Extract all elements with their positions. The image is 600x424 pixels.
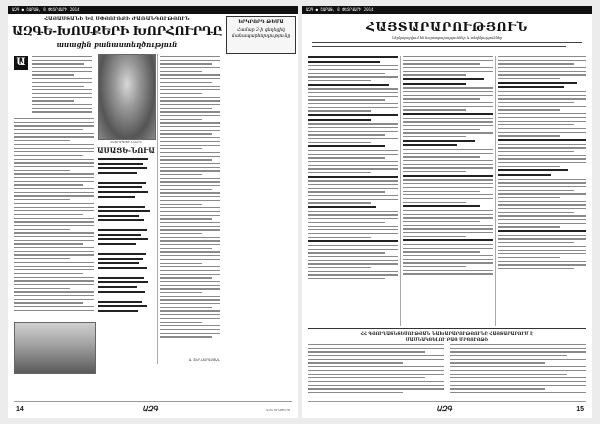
left-headline: ԱԶԳԵ-ԽՈՍՔԵՐԻ ԽՈՐՀՈՒՐԴԸ bbox=[12, 24, 222, 38]
right-column-rule-1 bbox=[400, 56, 401, 326]
right-headline: ՀԱՅՏԱՐԱՐՈՒԹՅՈՒՆ bbox=[366, 20, 528, 34]
photo-caption: ՀԱՅՐԱՊԵՏԻ ՆԿԱՐԸ bbox=[110, 140, 142, 144]
intro-text-column bbox=[32, 56, 92, 116]
right-page bbox=[302, 6, 592, 418]
drop-cap: Ա bbox=[14, 56, 28, 70]
left-subhead: ասացին բանաստեղծություն bbox=[56, 40, 178, 49]
side-note-box bbox=[226, 16, 296, 54]
author-sign: Ա. ՏԵՐ-ՍԱՐԳՍՅԱՆ bbox=[188, 358, 220, 362]
main-article-text bbox=[14, 118, 94, 318]
right-intro: Ներկայացվում են հայտարարություններ և տեղեկություններ bbox=[391, 36, 503, 40]
side-note-text: Համար 2-ի գեղեցիկ ճանապարհորդությունը bbox=[231, 28, 291, 39]
right-narrow-column bbox=[160, 56, 220, 356]
right-intro-lines bbox=[312, 42, 582, 52]
side-note-title: ԵՐԿՐՈՐԴ ԹԵՄԱ bbox=[238, 20, 284, 25]
left-running-head: ԱԶԳ ● ՇԱԲԱԹ, 8 ՓԵՏՐՎԱՐԻ 2014 bbox=[8, 6, 298, 14]
left-page bbox=[8, 6, 298, 418]
landscape-photo bbox=[14, 322, 96, 374]
right-logo: ԱԶԳ bbox=[436, 405, 452, 413]
left-footer-text: ԱԶԳ ՕՐԱԹԵՐԹ bbox=[265, 408, 290, 412]
column-rule bbox=[157, 54, 158, 364]
bottom-title: ՀՀ ԳՅՈՒՂԱՏՆՏԵՍՈՒԹՅԱՆ ՆԱԽԱՐԱՐՈՒԹՅՈՒՆԸ ՀԱՅՏԱՐԱՐՈՒՄ Է bbox=[360, 331, 534, 336]
bottom-column-1 bbox=[308, 344, 444, 396]
right-column-rule-2 bbox=[495, 56, 496, 326]
bottom-column-2 bbox=[450, 344, 586, 396]
right-page-number: 15 bbox=[576, 406, 584, 413]
left-page-number: 14 bbox=[16, 406, 24, 413]
announcement-column-1 bbox=[308, 56, 398, 326]
right-running-head: ԱԶԳ ● ՇԱԲԱԹ, 8 ՓԵՏՐՎԱՐԻ 2014 bbox=[302, 6, 592, 14]
poem-text bbox=[98, 158, 154, 358]
bottom-subtitle: ՄԱՍՆԱԿՑԵԼՈՒ ԲԱՑ ՄՐՑՈՒՅԹԻ bbox=[405, 337, 489, 342]
left-logo: ԱԶԳ bbox=[142, 405, 158, 413]
poem-title: ԱՍԱՑԵ-ՆՈՒԱ bbox=[97, 146, 155, 155]
bottom-separator bbox=[308, 328, 586, 329]
announcement-column-2 bbox=[403, 56, 493, 326]
left-kicker: ՀԱՅԱՍՏԱՆԻ ԵՎ ՍՓՅՈՒՌՔԻ ԺԱՌԱՆԳՈՒԹՅՈՒՆ bbox=[44, 16, 190, 22]
announcement-column-3 bbox=[498, 56, 586, 326]
portrait-photo bbox=[98, 54, 156, 140]
